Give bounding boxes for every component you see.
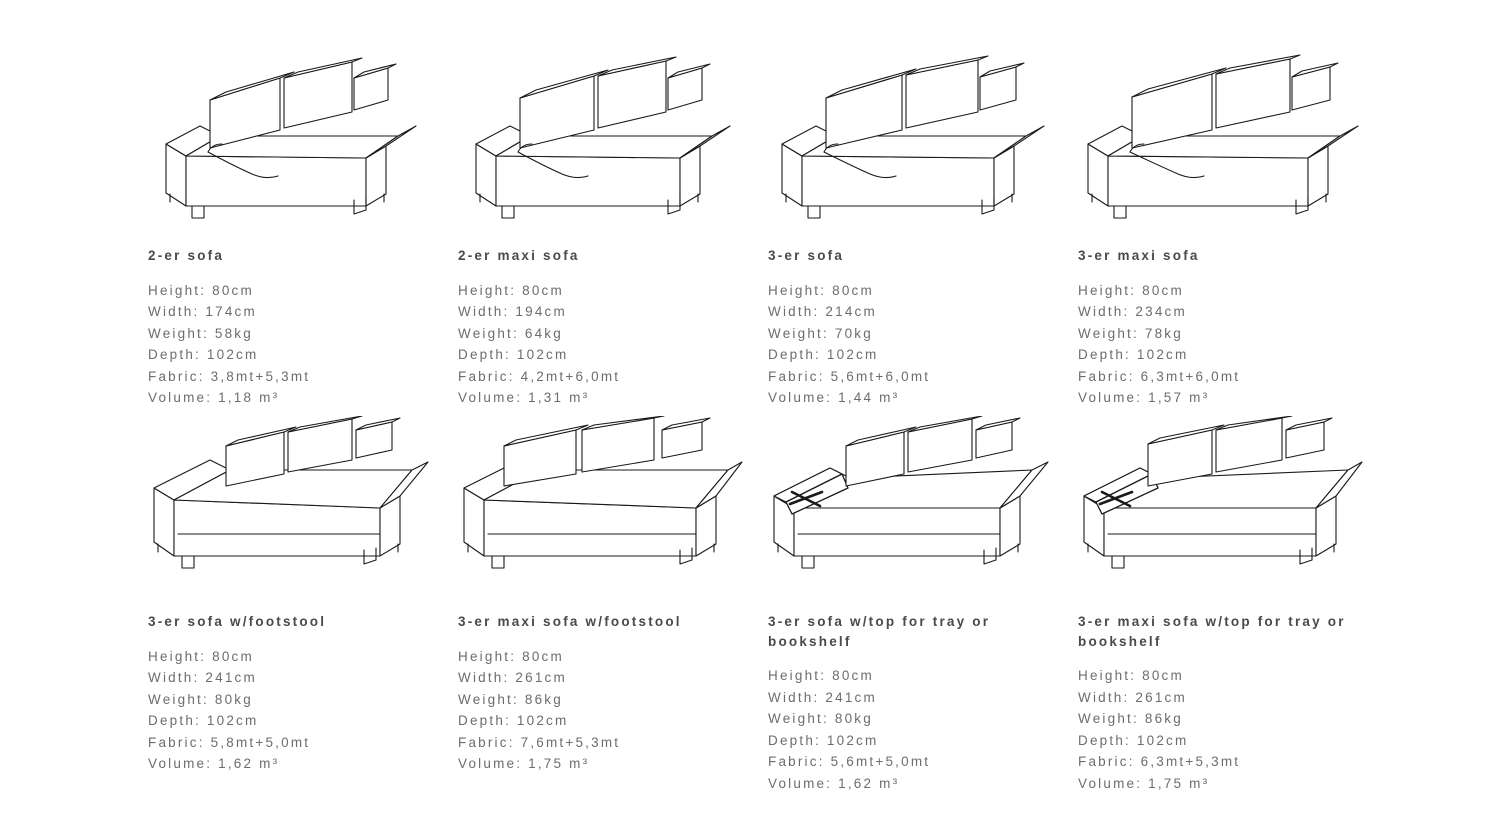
spec-width: Width: 261cm: [458, 670, 567, 686]
spec-depth: Depth: 102cm: [768, 347, 879, 363]
spec-weight: Weight: 58kg: [148, 325, 253, 341]
product-card-2: [768, 18, 1078, 406]
spec-volume: Volume: 1,18 m³: [148, 390, 280, 406]
spec-volume: Volume: 1,44 m³: [768, 390, 900, 406]
product-specs: [1078, 665, 1388, 794]
sofa-3-footstool-icon: [148, 416, 438, 606]
grid-spacer-top-1: [148, 0, 458, 18]
product-card-4: [148, 398, 458, 834]
sofa-2-maxi-icon: [458, 48, 748, 238]
spec-width: Width: 241cm: [148, 670, 257, 686]
spec-depth: Depth: 102cm: [148, 347, 259, 363]
spec-height: Height: 80cm: [1078, 282, 1184, 298]
spec-height: Height: 80cm: [1078, 668, 1184, 684]
spec-depth: Depth: 102cm: [458, 347, 569, 363]
spec-fabric: Fabric: 7,6mt+5,3mt: [458, 734, 621, 750]
product-title: 2-er maxi sofa: [458, 248, 580, 263]
sofa-3-seat-icon: [768, 48, 1058, 238]
spec-depth: Depth: 102cm: [148, 713, 259, 729]
product-title: 3-er maxi sofa: [1078, 248, 1200, 263]
sofa-3-maxi-icon: [1078, 48, 1368, 238]
spec-volume: Volume: 1,75 m³: [1078, 775, 1210, 791]
spec-weight: Weight: 80kg: [768, 711, 873, 727]
product-specs: [148, 280, 458, 409]
product-card-3: [1078, 18, 1388, 406]
spec-weight: Weight: 78kg: [1078, 325, 1183, 341]
spec-width: Width: 174cm: [148, 304, 257, 320]
product-specs: [458, 280, 768, 409]
spec-height: Height: 80cm: [768, 282, 874, 298]
row1-left-margin: [0, 18, 148, 398]
spec-volume: Volume: 1,62 m³: [768, 775, 900, 791]
row2-left-margin: [0, 398, 148, 834]
spec-fabric: Fabric: 5,6mt+5,0mt: [768, 754, 931, 770]
grid-spacer-top-2: [458, 0, 768, 18]
grid-spacer-top-3: [768, 0, 1078, 18]
product-specs: [768, 280, 1078, 409]
spec-fabric: Fabric: 3,8mt+5,3mt: [148, 368, 311, 384]
spec-depth: Depth: 102cm: [458, 713, 569, 729]
sofa-3-maxi-footstool-icon: [458, 416, 748, 606]
spec-height: Height: 80cm: [148, 282, 254, 298]
spec-fabric: Fabric: 6,3mt+6,0mt: [1078, 368, 1241, 384]
sofa-3-top-tray-icon: [768, 416, 1058, 606]
spec-weight: Weight: 64kg: [458, 325, 563, 341]
spec-volume: Volume: 1,57 m³: [1078, 390, 1210, 406]
product-title: 3-er sofa w/footstool: [148, 614, 327, 629]
spec-volume: Volume: 1,31 m³: [458, 390, 590, 406]
product-specs: [768, 665, 1078, 794]
product-title: 3-er sofa: [768, 248, 845, 263]
spec-width: Width: 234cm: [1078, 304, 1187, 320]
spec-volume: Volume: 1,62 m³: [148, 756, 280, 772]
spec-weight: Weight: 70kg: [768, 325, 873, 341]
product-card-5: [458, 398, 768, 834]
spec-fabric: Fabric: 4,2mt+6,0mt: [458, 368, 621, 384]
spec-fabric: Fabric: 5,6mt+6,0mt: [768, 368, 931, 384]
spec-width: Width: 241cm: [768, 689, 877, 705]
spec-height: Height: 80cm: [148, 648, 254, 664]
product-specs: [458, 646, 768, 775]
spec-width: Width: 214cm: [768, 304, 877, 320]
spec-height: Height: 80cm: [768, 668, 874, 684]
spec-height: Height: 80cm: [458, 648, 564, 664]
spec-weight: Weight: 80kg: [148, 691, 253, 707]
grid-spacer-top-left: [0, 0, 148, 18]
product-title: 3-er maxi sofa w/footstool: [458, 614, 682, 629]
product-title: 3-er maxi sofa w/top for tray or bookshelf: [1078, 614, 1346, 649]
spec-weight: Weight: 86kg: [1078, 711, 1183, 727]
product-specs: [1078, 280, 1388, 409]
spec-width: Width: 261cm: [1078, 689, 1187, 705]
spec-depth: Depth: 102cm: [1078, 732, 1189, 748]
spec-fabric: Fabric: 6,3mt+5,3mt: [1078, 754, 1241, 770]
spec-height: Height: 80cm: [458, 282, 564, 298]
sofa-2-seat-icon: [148, 48, 438, 238]
grid-spacer-top-4: [1078, 0, 1388, 18]
spec-depth: Depth: 102cm: [768, 732, 879, 748]
product-card-6: [768, 398, 1078, 834]
product-card-0: [148, 18, 458, 406]
product-title: 2-er sofa: [148, 248, 225, 263]
sofa-3-maxi-top-tray-icon: [1078, 416, 1368, 606]
spec-fabric: Fabric: 5,8mt+5,0mt: [148, 734, 311, 750]
product-title: 3-er sofa w/top for tray or bookshelf: [768, 614, 991, 649]
spec-depth: Depth: 102cm: [1078, 347, 1189, 363]
spec-width: Width: 194cm: [458, 304, 567, 320]
product-specs: [148, 646, 458, 775]
spec-volume: Volume: 1,75 m³: [458, 756, 590, 772]
product-card-7: [1078, 398, 1388, 834]
product-card-1: [458, 18, 768, 406]
spec-weight: Weight: 86kg: [458, 691, 563, 707]
